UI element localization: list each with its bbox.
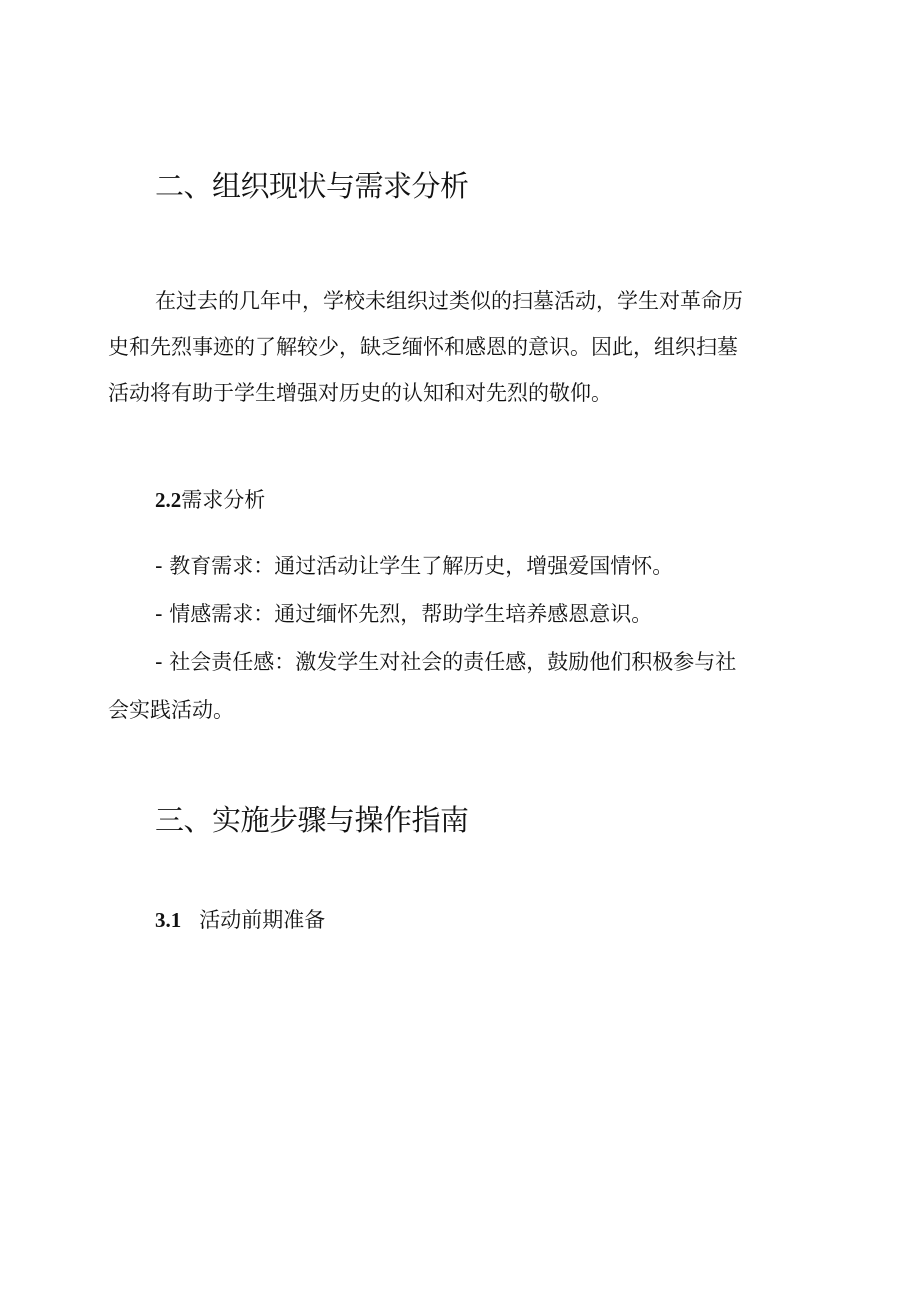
subsection-heading-2-2 [155,485,265,515]
paragraph-line: 史和先烈事迹的了解较少，缺乏缅怀和感恩的意识。因此，组织扫墓 [108,335,738,359]
subsection-number: 3.1 [155,908,182,932]
section-heading-3: 三、实施步骤与操作指南 [155,803,469,837]
section-heading-2: 二、组织现状与需求分析 [155,169,469,203]
list-item: - 社会责任感：激发学生对社会的责任感，鼓励他们积极参与社 [155,650,737,674]
list-item-continuation: 会实践活动。 [108,698,234,722]
subsection-heading-3-1 [155,905,325,935]
list-item: - 情感需求：通过缅怀先烈，帮助学生培养感恩意识。 [155,602,653,626]
subsection-title: 活动前期准备 [199,908,326,932]
list-item: - 教育需求：通过活动让学生了解历史，增强爱国情怀。 [155,554,674,578]
subsection-number: 2.2 [155,488,182,512]
paragraph-line: 在过去的几年中，学校未组织过类似的扫墓活动，学生对革命历 [155,289,743,313]
section-2-paragraph [108,278,808,416]
paragraph-line: 活动将有助于学生增强对历史的认知和对先烈的敬仰。 [108,381,612,405]
subsection-title: 需求分析 [181,488,266,512]
